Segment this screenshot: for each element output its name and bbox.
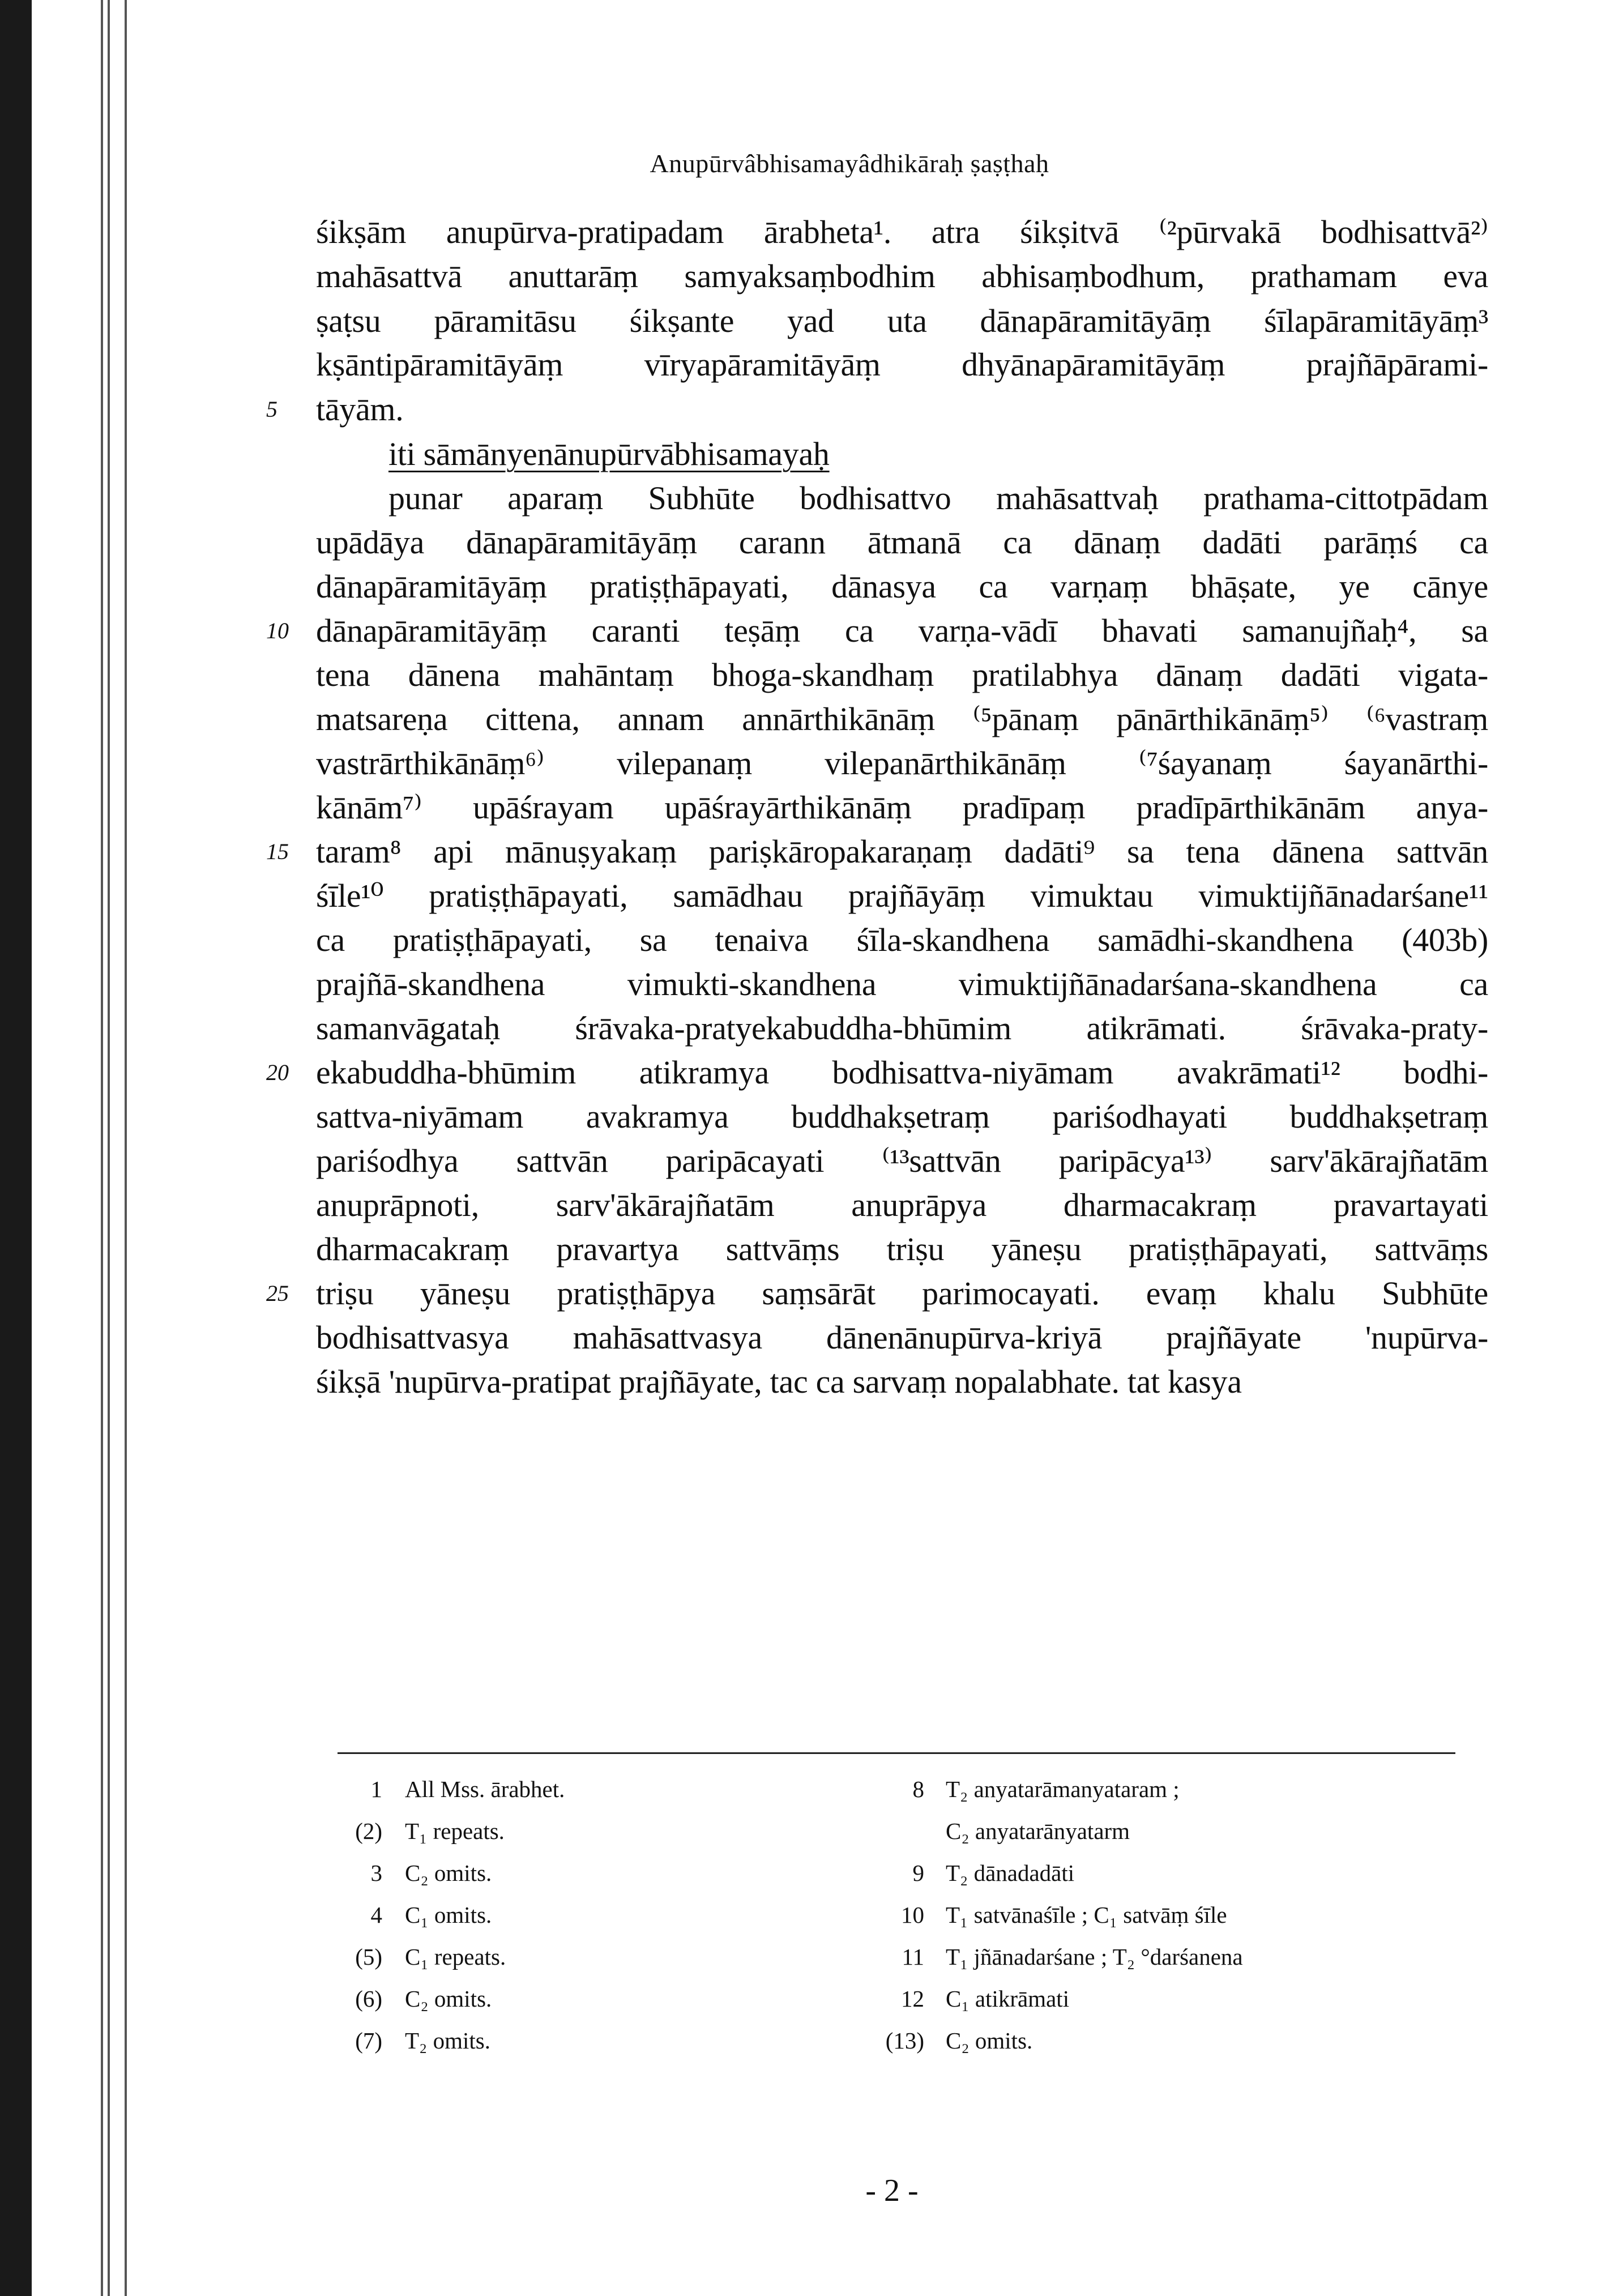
text-line: dānapāramitāyāṃ pratiṣṭhāpayati, dānasya ca varṇaṃ bhāṣate, ye cānye	[316, 568, 1488, 605]
footnote	[855, 1811, 1130, 1851]
text-line: tena dānena mahāntaṃ bhoga-skandhaṃ pratilabhya dānaṃ dadāti vigata-	[316, 656, 1488, 693]
text-line: śikṣām anupūrva-pratipadam ārabheta¹. atra śikṣitvā ⁽²pūrvakā bodhisattvā²⁾	[316, 214, 1488, 250]
footnote-text: T₂ anyatarāmanyataram ;	[946, 1776, 1180, 1802]
footnote-number: 9	[912, 1860, 924, 1886]
footnote-number: 12	[901, 1986, 924, 2012]
footnote	[855, 1769, 1180, 1809]
footnote	[855, 2021, 1033, 2060]
text-line: śikṣā 'nupūrva-pratipat prajñāyate, tac ca sarvaṃ nopalabhate. tat kasya	[316, 1363, 1242, 1400]
text-line: ṣaṭsu pāramitāsu śikṣante yad uta dānapāramitāyāṃ śīlapāramitāyāṃ³	[316, 302, 1488, 339]
text-line: upādāya dānapāramitāyāṃ carann ātmanā ca dānaṃ dadāti parāṃś ca	[316, 524, 1488, 561]
footnote-text: C₂ omits.	[405, 1860, 492, 1886]
footnote	[326, 1811, 505, 1851]
section-heading: iti sāmānyenānupūrvābhisamayaḥ	[388, 436, 830, 472]
line-number: 10	[266, 618, 289, 643]
text-line: mahāsattvā anuttarāṃ samyaksaṃbodhim abhisaṃbodhum, prathamam eva	[316, 258, 1488, 295]
scan-edge-line	[125, 0, 127, 2296]
text-line: dharmacakraṃ pravartya sattvāṃs triṣu yāneṣu pratiṣṭhāpayati, sattvāṃs	[316, 1231, 1488, 1268]
footnote-number: (2)	[355, 1818, 382, 1844]
line-number: 20	[266, 1060, 289, 1085]
text-line: ca pratiṣṭhāpayati, sa tenaiva śīla-skandhena samādhi-skandhena (403b)	[316, 921, 1488, 958]
footnote	[326, 1979, 492, 2018]
footnote-number: 10	[901, 1902, 924, 1928]
text-line: samanvāgataḥ śrāvaka-pratyekabuddha-bhūmim atikrāmati. śrāvaka-praty-	[316, 1010, 1488, 1047]
running-title: Anupūrvâbhisamayâdhikāraḥ ṣaṣṭhaḥ	[650, 149, 1049, 178]
line-number: 5	[266, 396, 277, 422]
footnote	[326, 1853, 492, 1893]
footnote-number: (13)	[885, 2028, 924, 2054]
footnote	[855, 1853, 1075, 1893]
scan-edge-line	[108, 0, 110, 2296]
footnote-number: 4	[370, 1902, 382, 1928]
footnote-number: 8	[912, 1776, 924, 1802]
line-number: 15	[266, 839, 289, 864]
text-line: vastrārthikānāṃ⁶⁾ vilepanaṃ vilepanārthikānāṃ ⁽⁷śayanaṃ śayanārthi-	[316, 745, 1488, 782]
footnote	[326, 2021, 490, 2060]
footnote-text: T₂ omits.	[405, 2028, 490, 2054]
text-line: sattva-niyāmam avakramya buddhakṣetraṃ pariśodhayati buddhakṣetraṃ	[316, 1098, 1488, 1135]
text-line: bodhisattvasya mahāsattvasya dānenānupūrva-kriyā prajñāyate 'nupūrva-	[316, 1319, 1488, 1356]
footnote-number: 3	[370, 1860, 382, 1886]
footnote-text: C₂ omits.	[946, 2028, 1033, 2054]
footnote-number: 11	[902, 1944, 924, 1970]
page-number: - 2 -	[865, 2173, 919, 2208]
footnote	[326, 1769, 565, 1809]
footnote	[855, 1895, 1227, 1935]
footnote-text: T₂ dānadadāti	[946, 1860, 1075, 1886]
text-line: dānapāramitāyāṃ caranti teṣāṃ ca varṇa-vādī bhavati samanujñaḥ⁴, sa	[316, 612, 1488, 649]
footnote-text: C₁ omits.	[405, 1902, 492, 1928]
footnote-number: 1	[370, 1776, 382, 1802]
footnote-number: (7)	[355, 2028, 382, 2054]
text-line: matsareṇa cittena, annam annārthikānāṃ ⁽⁵pānaṃ pānārthikānāṃ⁵⁾ ⁽⁶vastraṃ	[316, 701, 1488, 737]
text-line: tāyām.	[316, 391, 404, 428]
footnote-text: T₁ repeats.	[405, 1818, 505, 1844]
text-line: kānām⁷⁾ upāśrayam upāśrayārthikānāṃ pradīpaṃ pradīpārthikānām anya-	[316, 789, 1488, 826]
footnote-text: T₁ satvānaśīle ; C₁ satvāṃ śīle	[946, 1902, 1227, 1928]
footnote-rule	[338, 1752, 1455, 1754]
footnote-number: (5)	[355, 1944, 382, 1970]
text-line: pariśodhya sattvān paripācayati ⁽¹³sattvān paripācya¹³⁾ sarv'ākārajñatām	[316, 1142, 1488, 1179]
text-line: śīle¹⁰ pratiṣṭhāpayati, samādhau prajñāyāṃ vimuktau vimuktijñānadarśane¹¹	[316, 877, 1488, 914]
footnote	[326, 1937, 506, 1977]
text-line: prajñā-skandhena vimukti-skandhena vimuktijñānadarśana-skandhena ca	[316, 966, 1488, 1002]
footnote-text: C₁ repeats.	[405, 1944, 506, 1970]
line-number: 25	[266, 1281, 289, 1306]
footnote-text: T₁ jñānadarśane ; T₂ °darśanena	[946, 1944, 1243, 1970]
text-line: taram⁸ api mānuṣyakaṃ pariṣkāropakaraṇaṃ dadāti⁹ sa tena dānena sattvān	[316, 833, 1488, 870]
text-line: anuprāpnoti, sarv'ākārajñatām anuprāpya dharmacakraṃ pravartayati	[316, 1187, 1488, 1223]
footnote-text: C₁ atikrāmati	[946, 1986, 1070, 2012]
text-line: punar aparaṃ Subhūte bodhisattvo mahāsattvaḥ prathama-cittotpādam	[388, 480, 1488, 517]
footnote-text: C₂ omits.	[405, 1986, 492, 2012]
footnote	[855, 1937, 1243, 1977]
footnote-text: All Mss. ārabhet.	[405, 1776, 565, 1802]
text-line: ekabuddha-bhūmim atikramya bodhisattva-niyāmam avakrāmati¹² bodhi-	[316, 1054, 1488, 1091]
text-line: kṣāntipāramitāyāṃ vīryapāramitāyāṃ dhyānapāramitāyāṃ prajñāpārami-	[316, 346, 1488, 383]
footnote-text: C₂ anyatarānyatarm	[946, 1818, 1130, 1844]
scan-edge-line	[101, 0, 103, 2296]
text-line: triṣu yāneṣu pratiṣṭhāpya saṃsārāt parimocayati. evaṃ khalu Subhūte	[316, 1275, 1488, 1312]
footnote	[855, 1979, 1070, 2018]
footnote-number: (6)	[355, 1986, 382, 2012]
footnote	[326, 1895, 492, 1935]
scan-margin-bar	[0, 0, 32, 2296]
